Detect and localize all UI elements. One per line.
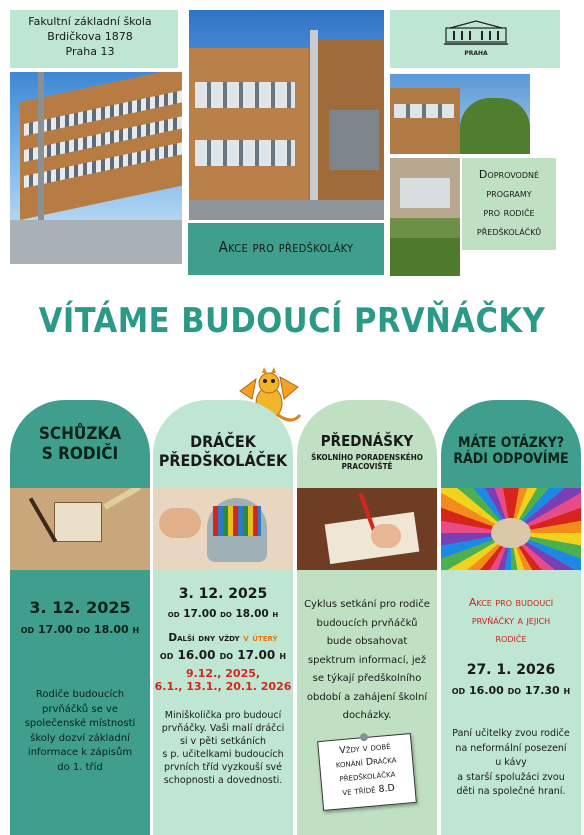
event-date: 3. 12. 2025 xyxy=(178,586,268,602)
text-line: do 1. tříd xyxy=(57,761,103,773)
column-title: DRÁČEK xyxy=(190,432,256,451)
more-days-time: od 16.00 do 17.00 h xyxy=(159,648,287,662)
school-photo-left xyxy=(10,72,182,264)
pin-icon xyxy=(360,733,369,742)
school-address: Brdičkova 1878 xyxy=(47,30,133,43)
text-line: docházky. xyxy=(342,710,392,721)
text-line: společenské místnosti xyxy=(24,718,136,729)
school-photo-garden xyxy=(390,158,460,276)
event-time: od 17.00 do 18.00 h xyxy=(167,608,279,620)
note-line: Vždy v době xyxy=(338,740,392,757)
column-body xyxy=(10,570,150,835)
column-subtitle: ŠKOLNÍHO PORADENSKÉHO xyxy=(311,452,423,462)
text-line: budoucích prvňáčků xyxy=(316,617,418,629)
intro-line: rodiče xyxy=(495,632,527,645)
text-line: bude obsahovat xyxy=(326,636,408,647)
text-line: děti na společné hraní. xyxy=(456,786,566,797)
text-line: u kávy xyxy=(495,757,527,768)
column-body xyxy=(441,570,581,835)
side-note-line: pro rodiče xyxy=(483,206,535,219)
note-line: ve třídě 8.D xyxy=(341,782,396,799)
crayons-photo xyxy=(153,488,293,570)
column-meeting xyxy=(10,400,150,773)
text-line: a starší spolužáci zvou xyxy=(457,771,565,783)
column-title: S RODIČI xyxy=(41,444,119,464)
pencils-photo xyxy=(441,488,581,570)
text-line: Rodiče budoucích xyxy=(35,689,125,700)
column-lectures xyxy=(297,400,437,721)
intro-line: prvňáčky a jejich xyxy=(471,614,551,627)
text-line: spektrum informací, jež xyxy=(307,654,427,666)
text-line: Miniškolička pro budoucí xyxy=(164,710,282,721)
column-title: PŘEDŠKOLÁČEK xyxy=(158,451,288,470)
event-time: od 16.00 do 17.30 h xyxy=(451,684,571,697)
events-tag: Akce pro předškoláky xyxy=(218,238,354,256)
text-line: Paní učitelky zvou rodiče xyxy=(452,728,570,739)
more-dates: 6.1., 13.1., 20.1. 2026 xyxy=(154,680,292,693)
column-body xyxy=(153,570,293,835)
notebook-photo xyxy=(10,488,150,570)
text-line: prvňáčky. Vaši malí dráčci xyxy=(161,723,285,734)
text-line: si v pěti setkáních xyxy=(179,736,267,747)
text-line: schopnosti a dovednosti. xyxy=(163,775,283,786)
text-line: období a zahájení školní xyxy=(306,691,428,703)
event-date: 3. 12. 2025 xyxy=(29,598,131,617)
intro-line: Akce pro budoucí xyxy=(468,596,554,609)
column-text xyxy=(297,596,437,726)
text-line: školy dozví základní xyxy=(30,732,130,744)
note-line: konání Dráčka xyxy=(335,754,397,771)
column-title: PŘEDNÁŠKY xyxy=(320,431,414,450)
column-intro xyxy=(441,594,581,648)
text-line: prvňáčků se ve xyxy=(42,703,118,715)
school-photo-right xyxy=(390,74,530,154)
school-photo-center xyxy=(189,10,384,220)
writing-photo xyxy=(297,488,437,570)
side-note-line: programy xyxy=(486,187,532,200)
side-note xyxy=(462,165,556,241)
column-title: MÁTE OTÁZKY? xyxy=(457,435,565,451)
column-text xyxy=(441,727,581,800)
column-questions xyxy=(441,400,581,797)
event-time: od 17.00 do 18.00 h xyxy=(20,623,140,636)
school-name: Fakultní základní škola xyxy=(28,15,152,28)
more-dates: 9.12., 2025, xyxy=(185,667,261,680)
more-days-label: Další dny vždy xyxy=(168,632,240,644)
text-line: Cyklus setkání pro rodiče xyxy=(304,599,430,610)
text-line: se týkají předškolního xyxy=(312,673,422,684)
column-dragon xyxy=(153,400,293,786)
text-line: na neformální posezení xyxy=(455,742,567,754)
text-line: informace k zápisům xyxy=(27,747,133,758)
column-text xyxy=(153,709,293,787)
more-days xyxy=(153,632,293,644)
school-info xyxy=(10,14,170,59)
text-line: s p. učitelkami budoucích xyxy=(162,749,284,760)
pinned-note xyxy=(317,733,417,811)
page-title: VÍTÁME BUDOUCÍ PRVŇÁČKY xyxy=(38,301,546,341)
more-days-day: v úterý xyxy=(243,632,278,644)
side-note-line: Doprovodné xyxy=(478,168,540,181)
column-title: RÁDI ODPOVÍME xyxy=(453,451,569,467)
note-line: předškoláčka xyxy=(339,768,396,785)
side-note-line: předškoláčků xyxy=(476,225,542,238)
column-title: SCHŮZKA xyxy=(38,424,122,444)
school-city: Praha 13 xyxy=(65,45,115,58)
text-line: prvních tříd vyzkouší své xyxy=(163,762,283,773)
logo-text: PRAHA xyxy=(464,50,488,57)
column-subtitle: PRACOVIŠTĚ xyxy=(341,461,393,471)
event-date: 27. 1. 2026 xyxy=(466,662,556,678)
column-text xyxy=(10,688,150,775)
